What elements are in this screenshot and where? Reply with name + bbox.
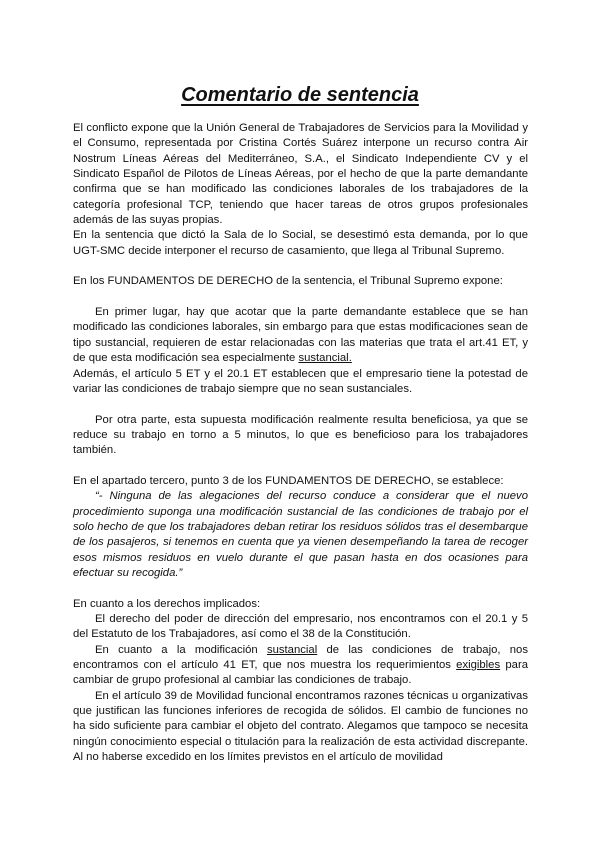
underlined-term: sustancial bbox=[266, 643, 318, 656]
paragraph-rights-intro: En cuanto a los derechos implicados: bbox=[73, 597, 261, 610]
paragraph-text: de las condiciones de trabajo, nos encontramos con el artículo 41 ET, que nos muestra los requerimientos bbox=[73, 643, 528, 672]
spacer bbox=[73, 581, 528, 596]
paragraph-direction-power: El derecho del poder de dirección del empresario, nos encontramos con el 20.1 y 5 del Estatuto de los Trabajadores, así como el 38 de la Constitución. bbox=[73, 613, 528, 641]
page-title: Comentario de sentencia bbox=[181, 84, 419, 106]
paragraph-mobility: En el artículo 39 de Movilidad funcional encontramos razones técnicas u organizativas que justifican las funciones inferiores de recogida de sólidos. El cambio de funciones no ha sido suficiente para cambiar el objeto del contrato. Alegamos que tampoco se necesita ningún conocimiento especial o titulación para la realización de esta actividad discrepante. Al no haberse excedido en los límites previstos en el artículo de movilidad bbox=[73, 689, 528, 764]
spacer bbox=[73, 259, 528, 274]
paragraph-text: En primer lugar, hay que acotar que la parte demandante establece que se han modificado las condiciones laborales, sin embargo para que estas modificaciones sean de tipo sustancial, requieren de estar relacionadas con las materias que trata el art.41 ET, y de que esta modificación sea especialmente bbox=[73, 306, 528, 365]
document-body bbox=[73, 121, 528, 765]
paragraph-modification bbox=[73, 643, 528, 689]
paragraph-articles: Además, el artículo 5 ET y el 20.1 ET establecen que el empresario tiene la potestad de variar las condiciones de trabajo siempre que no sean sustanciales. bbox=[73, 367, 528, 395]
underlined-term: exigibles bbox=[456, 659, 501, 672]
paragraph-first-point bbox=[73, 305, 528, 366]
paragraph-conflict: El conflicto expone que la Unión General de Trabajadores de Servicios para la Movilidad y el Consumo, representada por Cristina Cortés Suárez interpone un recurso contra Air Nostrum Líneas Aéreas del Mediterráneo, S.A., el Sindicato Independiente CV y el Sindicato Español de Pilotos de Líneas Aéreas, por el hecho de que la parte demandante confirma que se han modificado las condiciones laborales de los trabajadores de la categoría profesional TCP, teniendo que hacer tareas de otros grupos profesionales además de las suyas propias. bbox=[73, 122, 528, 227]
paragraph-text: para cambiar de grupo profesional al cambiar las condiciones de trabajo. bbox=[73, 659, 528, 687]
spacer bbox=[73, 459, 528, 474]
spacer bbox=[73, 290, 528, 305]
spacer bbox=[73, 397, 528, 412]
quotation: “- Ninguna de las alegaciones del recurso conduce a considerar que el nuevo procedimiento suponga una modificación sustancial de las condiciones de trabajo por el solo hecho de que los trabajadores deban retirar los residuos sólidos tras el desembarque de los pasajeros, si tenemos en cuenta que ya vienen desempeñando la tarea de recoger esos mismos residuos en vuelo durante el que pasan hasta en dos ocasiones para efectuar su recogida.” bbox=[73, 490, 528, 579]
paragraph-text: En cuanto a la modificación bbox=[95, 643, 267, 656]
paragraph-third-section: En el apartado tercero, punto 3 de los FUNDAMENTOS DE DERECHO, se establece: bbox=[73, 474, 504, 487]
paragraph-sentence: En la sentencia que dictó la Sala de lo Social, se desestimó esta demanda, por lo que UGT-SMC decide interponer el recurso de casamiento, que llega al Tribunal Supremo. bbox=[73, 229, 528, 257]
underlined-term: sustancial. bbox=[298, 352, 352, 365]
paragraph-fundamentos-intro: En los FUNDAMENTOS DE DERECHO de la sentencia, el Tribunal Supremo expone: bbox=[73, 275, 503, 288]
paragraph-beneficial: Por otra parte, esta supuesta modificación realmente resulta beneficiosa, ya que se reduce su trabajo en torno a 5 minutos, lo que es beneficioso para los trabajadores también. bbox=[73, 413, 528, 457]
